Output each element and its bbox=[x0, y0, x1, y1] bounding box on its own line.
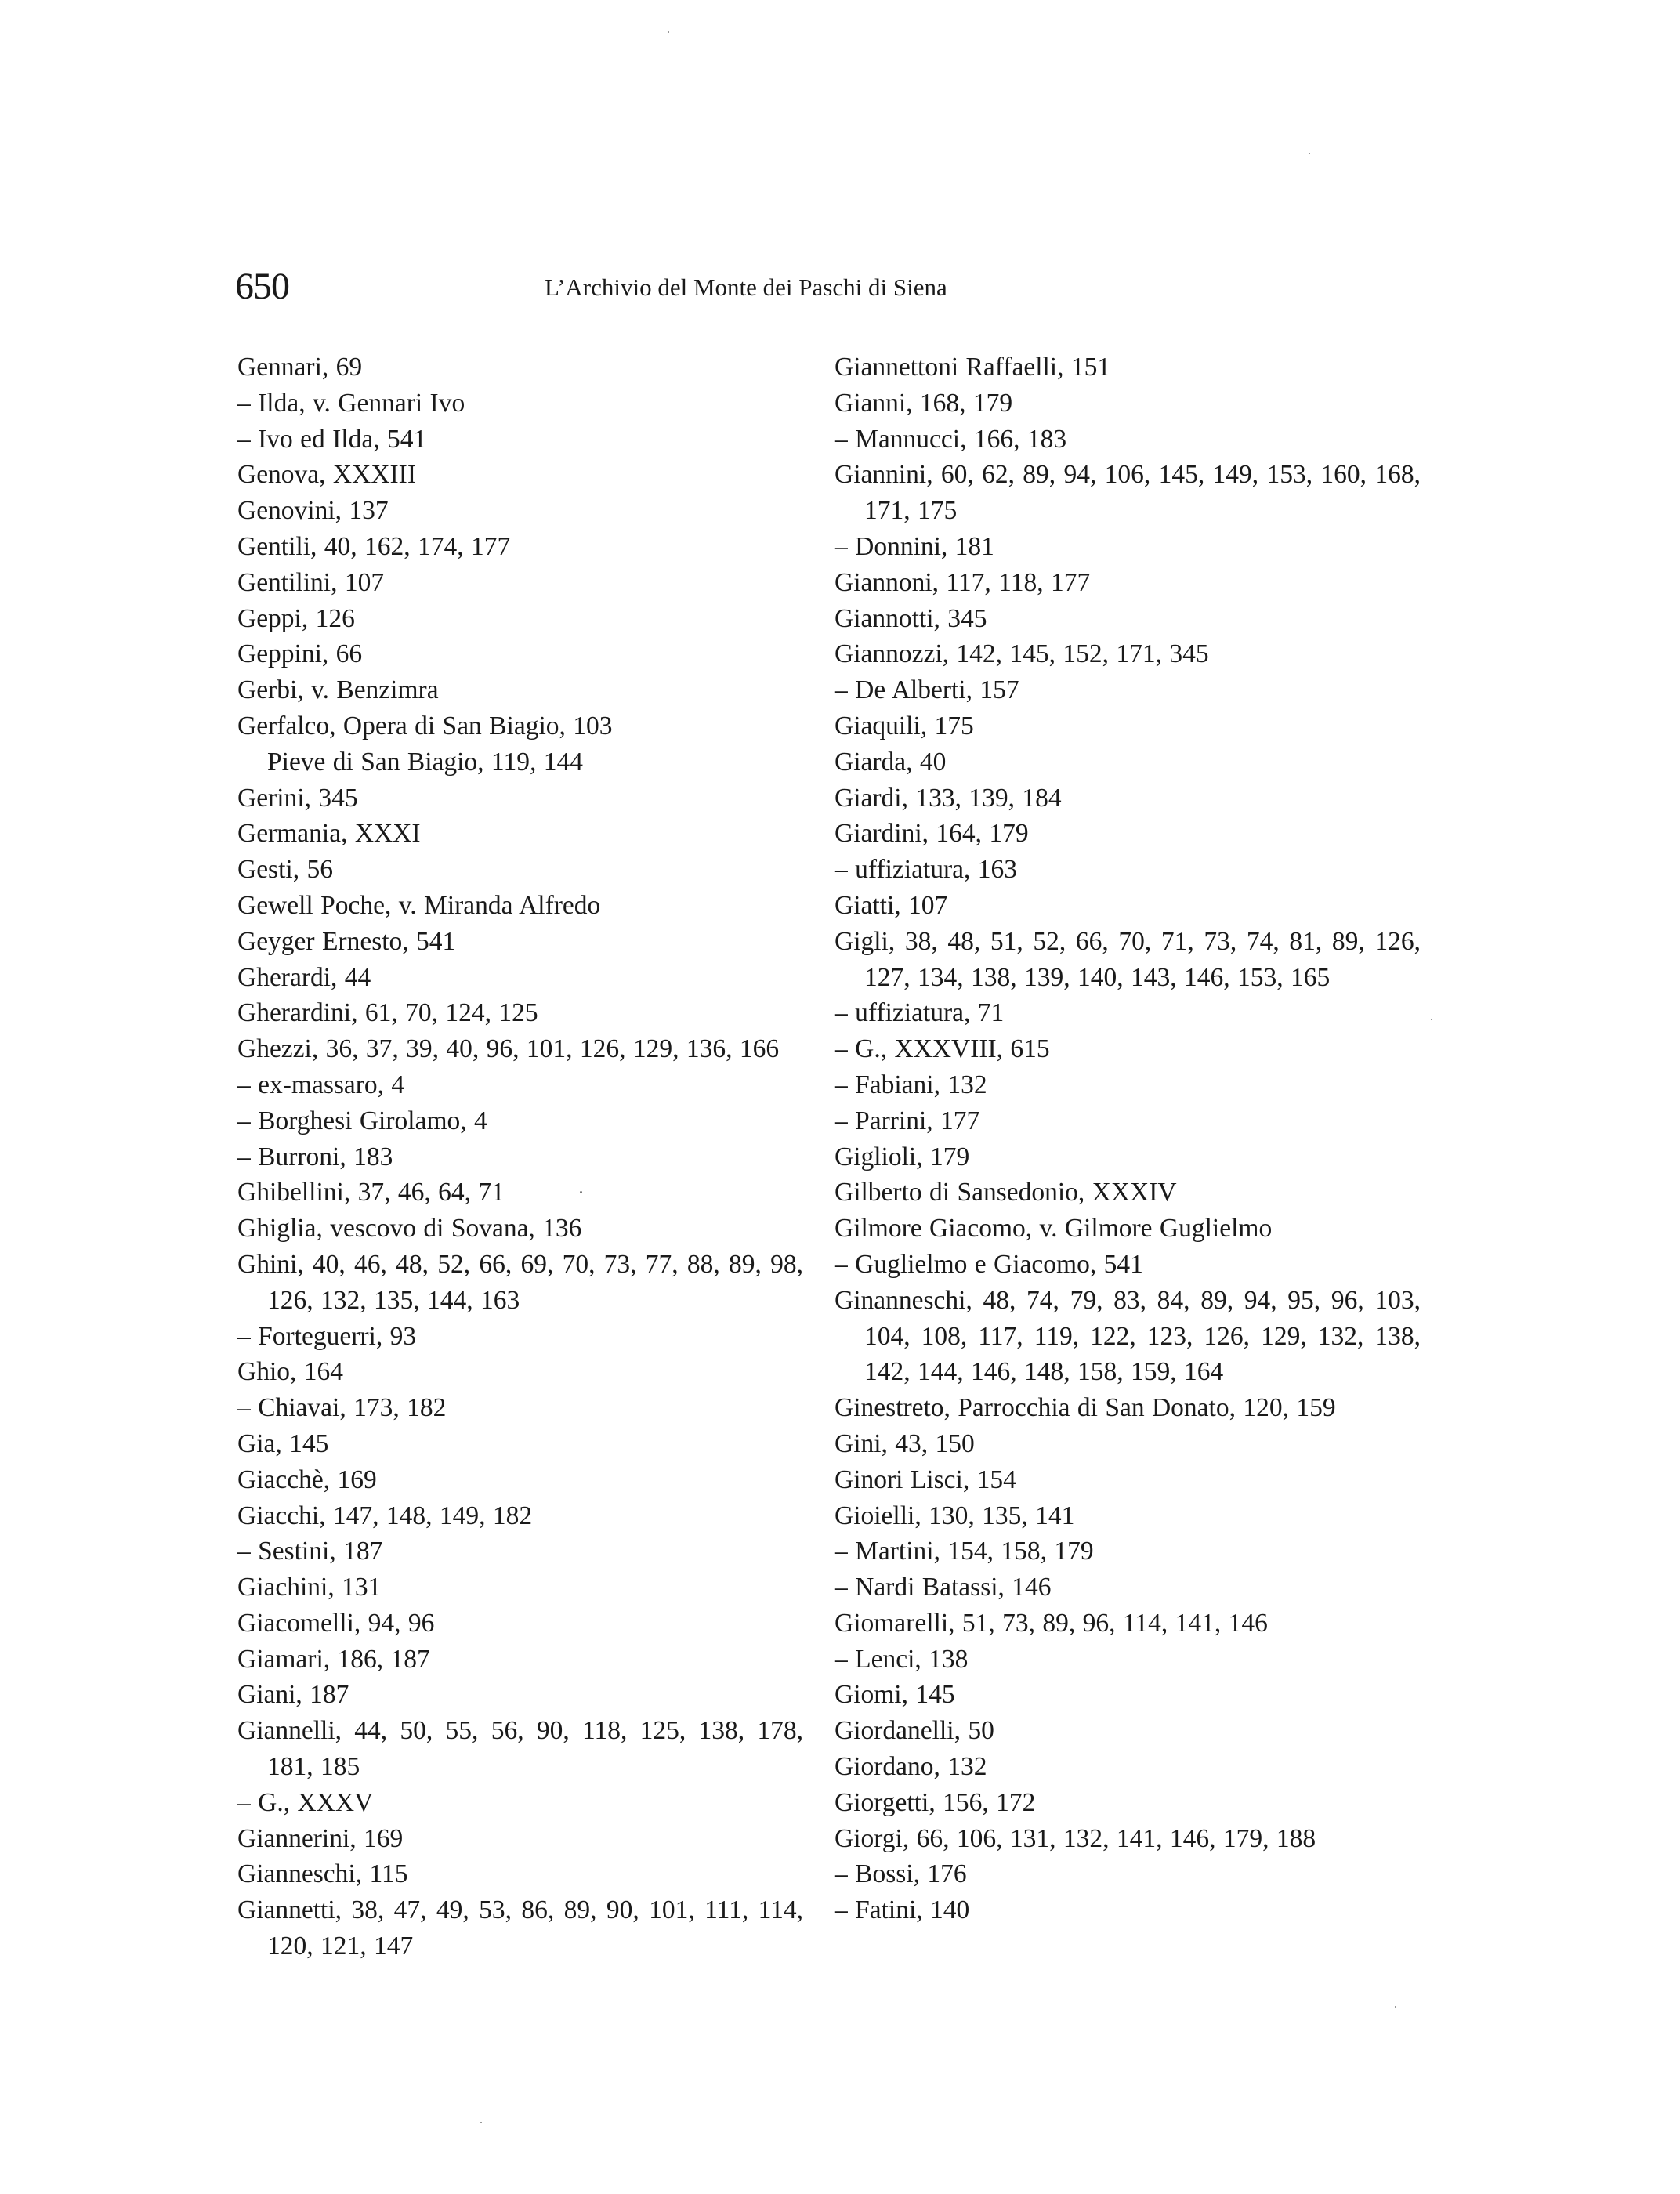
scan-speck bbox=[1395, 2006, 1396, 2008]
index-entry: – ex-massaro, 4 bbox=[237, 1070, 405, 1099]
index-entry: Giacchi, 147, 148, 149, 182 bbox=[237, 1501, 533, 1530]
index-entry: Ghezzi, 36, 37, 39, 40, 96, 101, 126, 129, 136, 166 bbox=[237, 1034, 780, 1064]
index-entry: Ghiglia, vescovo di Sovana, 136 bbox=[237, 1214, 582, 1244]
index-entry: – Borghesi Girolamo, 4 bbox=[237, 1106, 487, 1135]
index-entry: – Nardi Batassi, 146 bbox=[835, 1573, 1052, 1602]
index-entry: Ghio, 164 bbox=[237, 1357, 343, 1387]
index-entry: – uffiziatura, 71 bbox=[835, 998, 1005, 1028]
index-entry: Ginestreto, Parrocchia di San Donato, 120, 159 bbox=[835, 1393, 1336, 1423]
index-entry: Giordano, 132 bbox=[835, 1752, 987, 1782]
index-entry: Giardini, 164, 179 bbox=[835, 819, 1029, 849]
index-entry: Giannettoni Raffaelli, 151 bbox=[835, 353, 1111, 382]
index-entry: Genovini, 137 bbox=[237, 496, 389, 526]
running-title: L’Archivio del Monte dei Paschi di Siena bbox=[545, 273, 947, 301]
index-entry: Gigli, 38, 48, 51, 52, 66, 70, 71, 73, 74, 81, 89, 126, 127, 134, 138, 139, 140, 143, 146, 153, 165 bbox=[835, 926, 1421, 992]
index-entry: Germania, XXXI bbox=[237, 819, 421, 849]
index-entry: Genova, XXXIII bbox=[237, 460, 416, 490]
index-entry: Gentili, 40, 162, 174, 177 bbox=[237, 531, 511, 561]
index-entry: – Burroni, 183 bbox=[237, 1142, 393, 1171]
index-entry: Giatti, 107 bbox=[835, 890, 948, 920]
index-entry: Giannini, 60, 62, 89, 94, 106, 145, 149, 153, 160, 168, 171, 175 bbox=[835, 460, 1421, 526]
index-entry: Gilmore Giacomo, v. Gilmore Guglielmo bbox=[835, 1214, 1273, 1244]
index-entry: – G., XXXVIII, 615 bbox=[835, 1034, 1050, 1064]
index-entry: Gini, 43, 150 bbox=[835, 1428, 975, 1458]
index-entry: – Donnini, 181 bbox=[835, 531, 994, 561]
index-entry: Geyger Ernesto, 541 bbox=[237, 926, 456, 956]
page-number: 650 bbox=[235, 266, 289, 307]
index-entry: Giardi, 133, 139, 184 bbox=[835, 783, 1062, 813]
index-entry: – Bossi, 176 bbox=[835, 1859, 967, 1889]
index-entry: Ghini, 40, 46, 48, 52, 66, 69, 70, 73, 77, 88, 89, 98, 126, 132, 135, 144, 163 bbox=[237, 1249, 803, 1315]
index-entry: Giannozzi, 142, 145, 152, 171, 345 bbox=[835, 639, 1209, 669]
index-entry: Gennari, 69 bbox=[237, 353, 363, 382]
index-entry: Giannotti, 345 bbox=[835, 603, 987, 633]
index-entry: Giglioli, 179 bbox=[835, 1142, 970, 1171]
index-entry: Gentilini, 107 bbox=[237, 567, 385, 597]
index-entry: – Chiavai, 173, 182 bbox=[237, 1393, 447, 1423]
scan-speck bbox=[480, 2122, 482, 2123]
index-entry: Giacomelli, 94, 96 bbox=[237, 1608, 435, 1638]
index-entry: Giannetti, 38, 47, 49, 53, 86, 89, 90, 101, 111, 114, 120, 121, 147 bbox=[237, 1895, 803, 1961]
index-entry: Gioielli, 130, 135, 141 bbox=[835, 1501, 1075, 1530]
index-entry: – Forteguerri, 93 bbox=[237, 1321, 417, 1351]
index-entry: Giannelli, 44, 50, 55, 56, 90, 118, 125, 138, 178, 181, 185 bbox=[237, 1716, 803, 1782]
scan-speck bbox=[580, 1191, 582, 1193]
scan-speck bbox=[668, 31, 669, 33]
index-entry: Giannerini, 169 bbox=[237, 1823, 404, 1853]
index-entry: Ginanneschi, 48, 74, 79, 83, 84, 89, 94, 95, 96, 103, 104, 108, 117, 119, 122, 123, 126, 129, 132, 138, 142, 144, 146, 148, 158, 159, 164 bbox=[835, 1285, 1421, 1387]
index-entry: Ginori Lisci, 154 bbox=[835, 1464, 1016, 1494]
index-entry: Geppi, 126 bbox=[237, 603, 355, 633]
index-entry: Gerfalco, Opera di San Biagio, 103 bbox=[237, 711, 613, 740]
index-entry: Giacchè, 169 bbox=[237, 1464, 377, 1494]
index-entry: – Lenci, 138 bbox=[835, 1644, 969, 1674]
index-entry: Gewell Poche, v. Miranda Alfredo bbox=[237, 890, 601, 920]
index-entry: – Parrini, 177 bbox=[835, 1106, 980, 1135]
index-entry: Gilberto di Sansedonio, XXXIV bbox=[835, 1178, 1177, 1207]
index-entry: – uffiziatura, 163 bbox=[835, 855, 1018, 885]
index-entry: Giannoni, 117, 118, 177 bbox=[835, 567, 1091, 597]
index-entry: Giorgetti, 156, 172 bbox=[835, 1787, 1036, 1817]
index-entry: Giordanelli, 50 bbox=[835, 1716, 994, 1746]
index-entry: Giorgi, 66, 106, 131, 132, 141, 146, 179, 188 bbox=[835, 1823, 1316, 1853]
index-entry: – G., XXXV bbox=[237, 1787, 374, 1817]
index-entry: Gianneschi, 115 bbox=[237, 1859, 408, 1889]
index-entry: Giani, 187 bbox=[237, 1680, 349, 1710]
index-entry: Giarda, 40 bbox=[835, 747, 947, 777]
index-entry: Gherardi, 44 bbox=[237, 962, 371, 992]
index-entry: Giachini, 131 bbox=[237, 1573, 382, 1602]
index-entry: – Fabiani, 132 bbox=[835, 1070, 987, 1099]
index-entry: Gesti, 56 bbox=[237, 855, 333, 885]
index-entry: – Sestini, 187 bbox=[237, 1537, 383, 1566]
index-column-right bbox=[835, 349, 1421, 1928]
index-entry: Gia, 145 bbox=[237, 1428, 329, 1458]
index-entry: Ghibellini, 37, 46, 64, 71 bbox=[237, 1178, 505, 1207]
index-entry: – Martini, 154, 158, 179 bbox=[835, 1537, 1094, 1566]
index-entry: Giomarelli, 51, 73, 89, 96, 114, 141, 146 bbox=[835, 1608, 1268, 1638]
index-entry: – Mannucci, 166, 183 bbox=[835, 424, 1067, 454]
index-entry: Giomi, 145 bbox=[835, 1680, 955, 1710]
index-column-left bbox=[237, 349, 803, 1964]
index-entry: – Ilda, v. Gennari Ivo bbox=[237, 388, 465, 418]
index-entry: Gianni, 168, 179 bbox=[835, 388, 1013, 418]
index-entry: – Fatini, 140 bbox=[835, 1895, 970, 1925]
index-entry: Gerbi, v. Benzimra bbox=[237, 675, 439, 705]
scan-speck bbox=[1431, 1019, 1432, 1020]
index-entry: Pieve di San Biagio, 119, 144 bbox=[267, 747, 583, 777]
index-entry: – De Alberti, 157 bbox=[835, 675, 1019, 705]
index-entry: Giamari, 186, 187 bbox=[237, 1644, 430, 1674]
index-entry: – Ivo ed Ilda, 541 bbox=[237, 424, 427, 454]
index-entry: Gerini, 345 bbox=[237, 783, 358, 813]
index-entry: Gherardini, 61, 70, 124, 125 bbox=[237, 998, 538, 1028]
index-entry: Giaquili, 175 bbox=[835, 711, 974, 740]
index-entry: – Guglielmo e Giacomo, 541 bbox=[835, 1249, 1143, 1279]
scan-speck bbox=[1309, 153, 1310, 154]
index-entry: Geppini, 66 bbox=[237, 639, 363, 669]
